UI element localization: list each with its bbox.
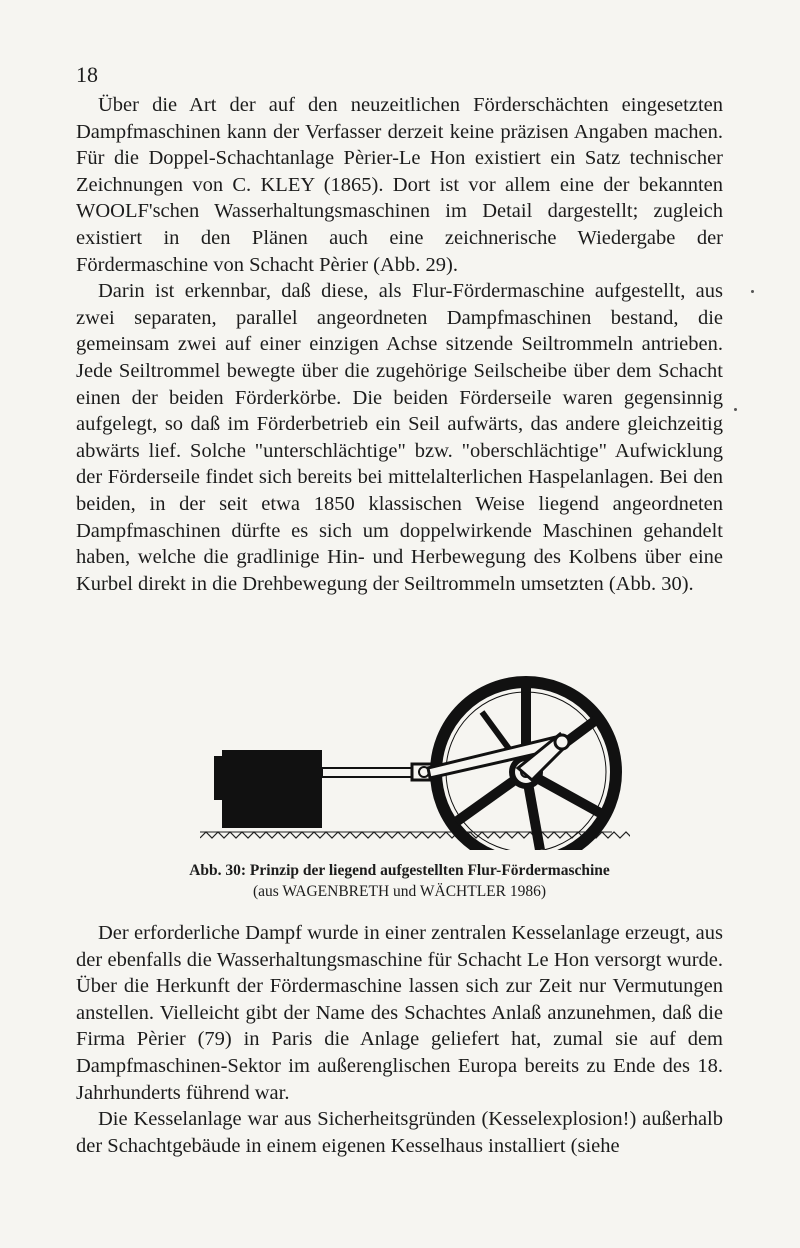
piston-rod: [322, 768, 418, 777]
paragraph: Der erforderliche Dampf wurde in einer zentralen Kesselanlage erzeugt, aus der ebenfalls die Wasserhaltungsmaschine für Schacht Le Hon versorgt wurde. Über die Herkunft der Fördermaschine lassen sich zur Zeit nur Vermutungen anstellen. Vielleicht gibt der Name des Schachtes Anlaß anzunehmen, daß die Firma Pèrier (79) in Paris die Anlage geliefert hat, zumal sie auf dem Dampfmaschinen-Sektor im außerenglischen Europa bereits zu Ende des 18. Jahrhunderts führend war.: [76, 922, 723, 1104]
ground-hatching: [200, 832, 630, 838]
page-number: 18: [76, 62, 98, 87]
caption-source: (aus WAGENBRETH und WÄCHTLER 1986): [252, 883, 547, 900]
paragraph: Darin ist erkennbar, daß diese, als Flur-Fördermaschine aufgestellt, aus zwei separaten, parallel angeordneten Dampfmaschinen bestand, die gemeinsam zwei auf einer einzigen Achse sitzende Seiltrommeln antrieben. Jede Seiltrommel bewegte über die zugehörige Seilscheibe über dem Schacht einen der beiden Förderkörbe. Die beiden Förderseile waren gegensinnig aufgelegt, so daß im Förderbetrieb ein Seil aufwärts, das andere gleichzeitig abwärts lief. Solche "unterschlächtige" bzw. "oberschlächtige" Aufwicklung der Förderseile findet sich bereits bei mittelalterlichen Haspelanlagen. Bei den beiden, in der seit etwa 1850 klassischen Weise liegend angeordneten Dampfmaschinen dürfte es sich um doppelwirkende Maschinen gehandelt haben, welche die gradlinige Hin- und Herbewegung des Kolbens über eine Kurbel direkt in die Drehbewegung der Seiltrommeln umsetzten (Abb. 30).: [76, 280, 723, 595]
paragraph: Über die Art der auf den neuzeitlichen Förderschächten eingesetzten Dampfmaschinen kann der Verfasser derzeit keine präzisen Angaben machen. Für die Doppel-Schachtanlage Pèrier-Le Hon existiert ein Satz technischer Zeichnungen von C. KLEY (1865). Dort ist vor allem eine der bekannten WOOLF'schen Wasserhaltungsmaschinen im Detail dargestellt; zugleich existiert in den Plänen auch eine zeichnerische Wiedergabe der Fördermaschine von Schacht Pèrier (Abb. 29).: [76, 94, 723, 276]
margin-mark: [751, 290, 754, 293]
steam-engine-illustration: [200, 672, 630, 850]
figure-caption: [76, 860, 723, 902]
caption-title: Abb. 30: Prinzip der liegend aufgestellten Flur-Fördermaschine: [189, 862, 610, 879]
paragraph: Die Kesselanlage war aus Sicherheitsgründen (Kesselexplosion!) außerhalb der Schachtgebäude in einem eigenen Kesselhaus installiert (siehe: [76, 1108, 723, 1157]
text-block-bottom: [76, 920, 723, 1159]
cylinder-block: [222, 750, 322, 828]
margin-mark: [734, 408, 737, 411]
text-block-top: [76, 92, 723, 597]
